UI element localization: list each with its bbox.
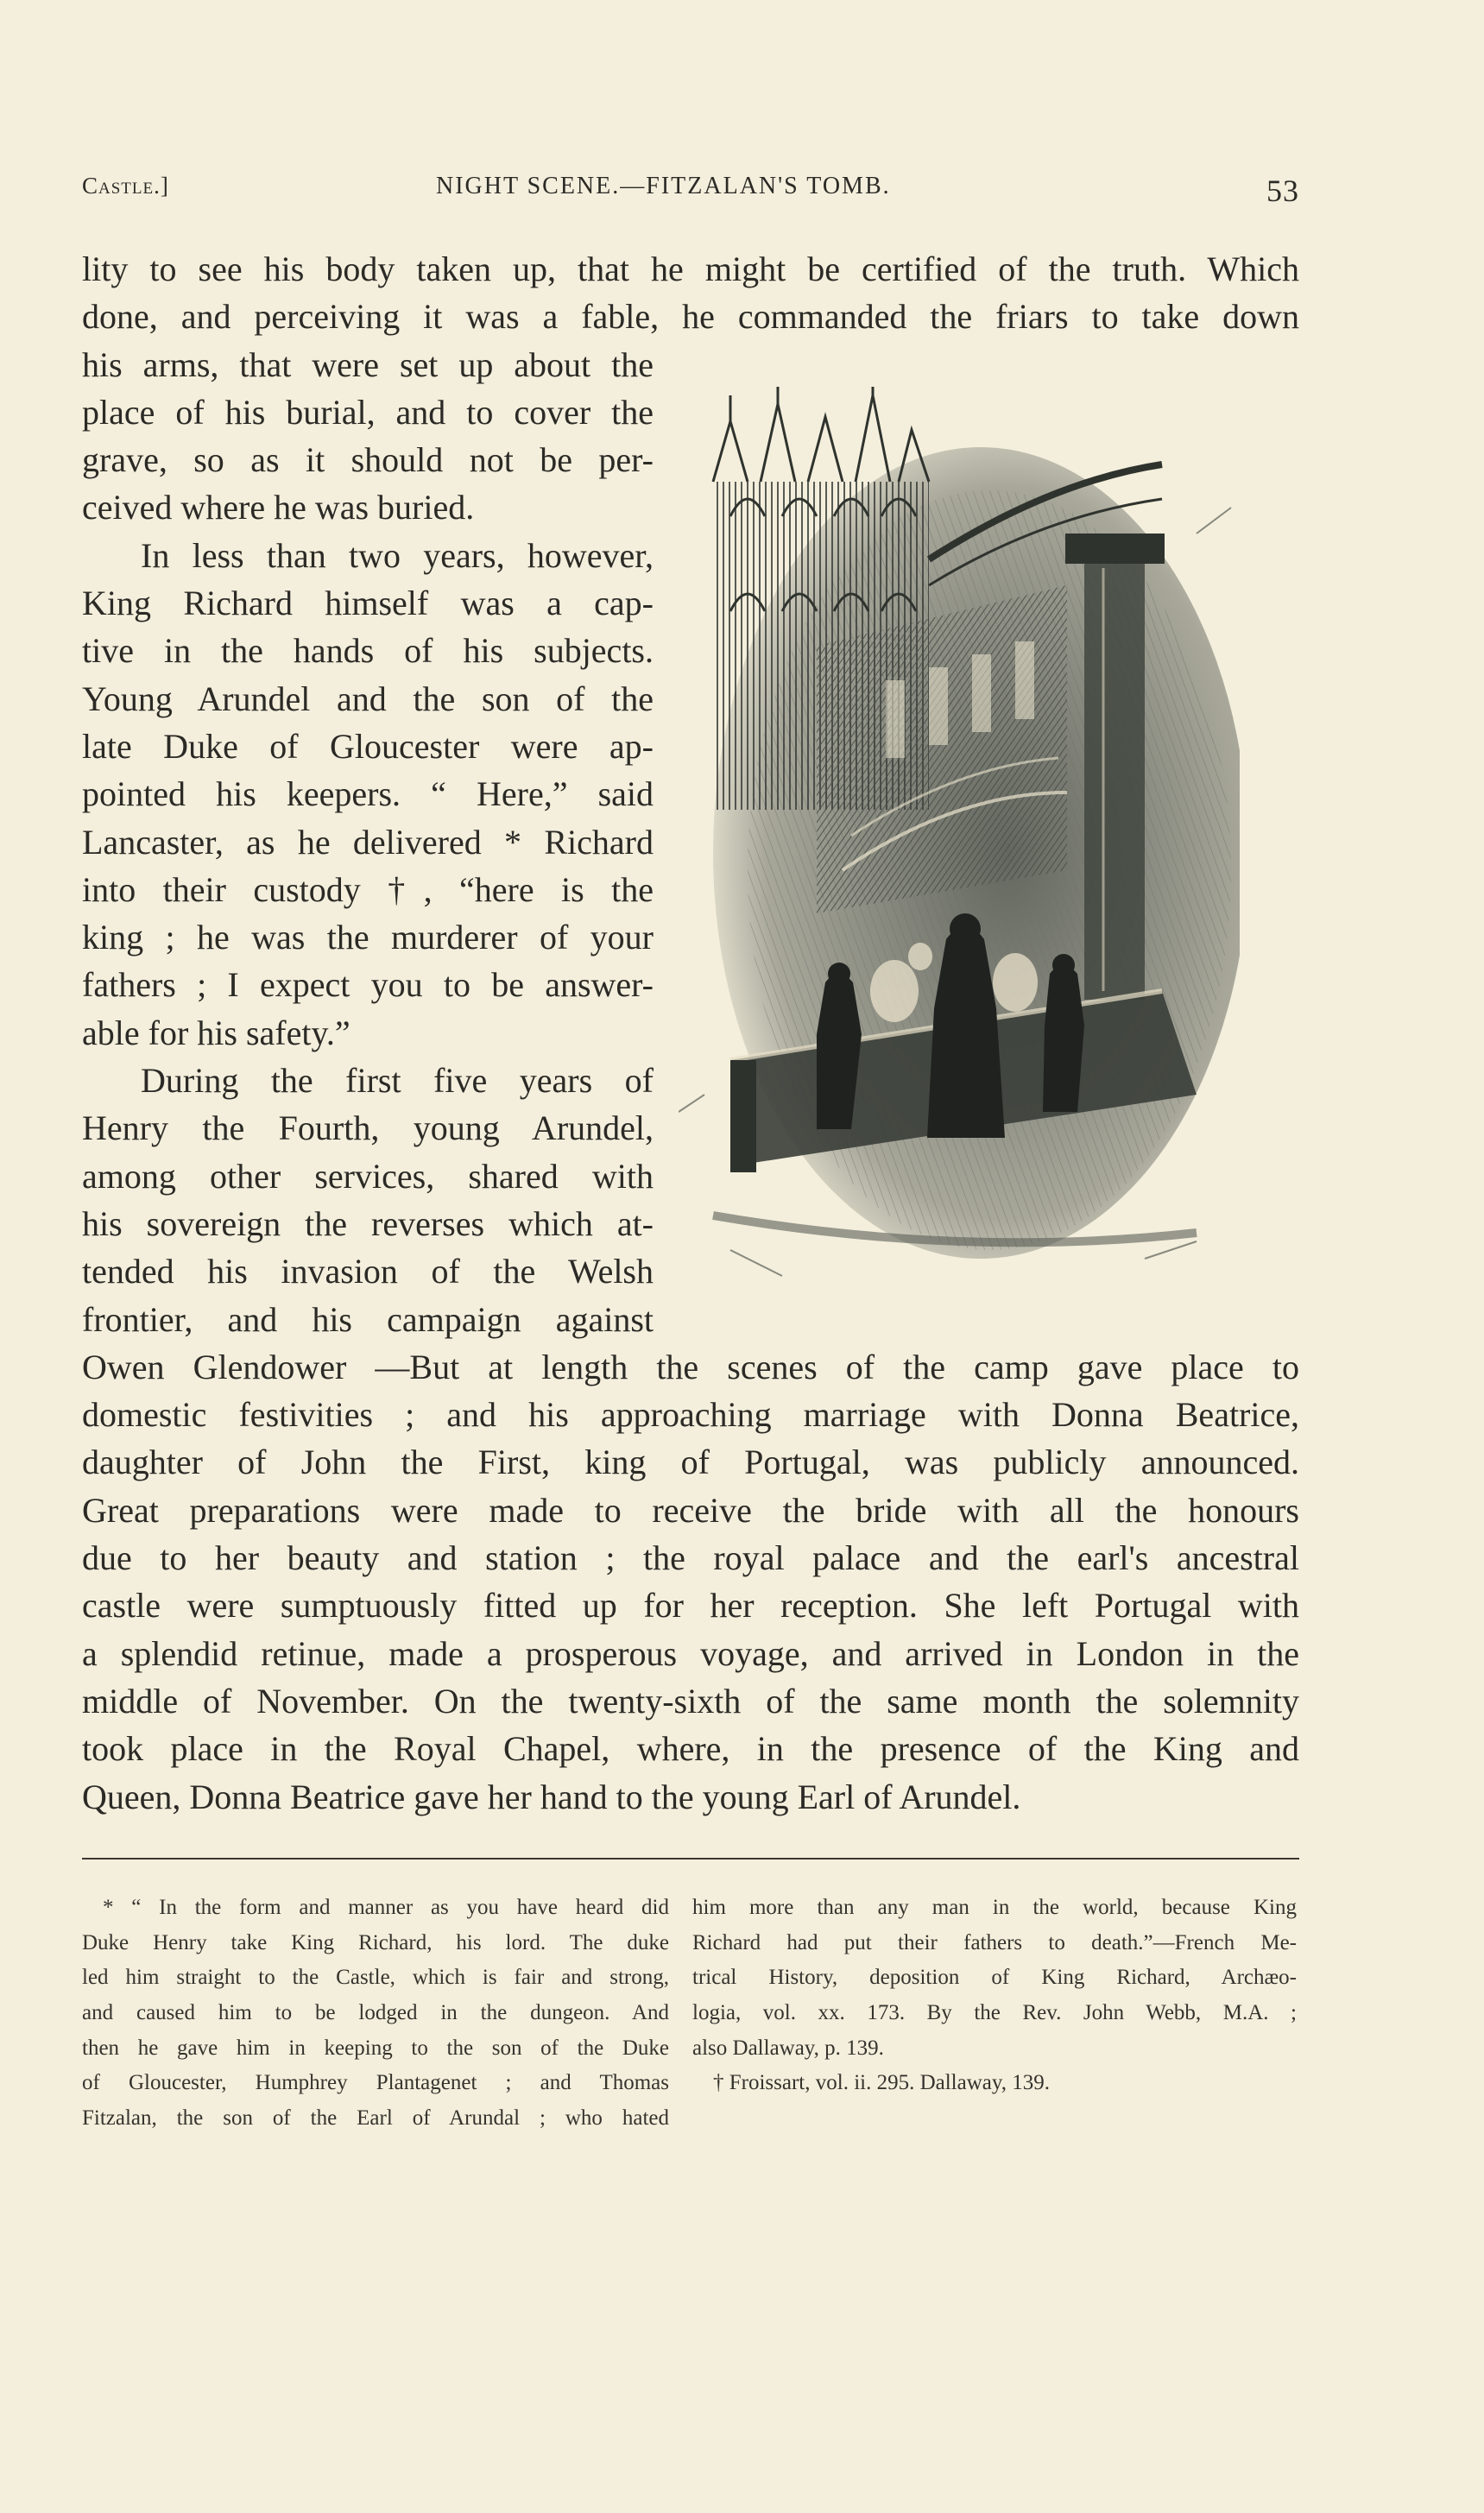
footnote-column-left [82,1891,669,2137]
gothic-tomb-engraving-icon [679,387,1240,1302]
running-head-section: Castle.] [82,173,169,199]
text-line: Owen Glendower —But at length the scenes of the camp gave place to [82,1347,1299,1386]
text-line: During the first five years of [141,1061,654,1101]
footnote-line: * “ In the form and manner as you have heard did [103,1896,669,1919]
text-line: pointed his keepers. “ Here,” said [82,774,654,814]
footnote-line: † Froissart, vol. ii. 295. Dallaway, 139. [713,2071,1051,2095]
text-line: Great preparations were made to receive the bride with all the honours [82,1490,1299,1530]
text-line: into their custody †, “here is the [82,869,654,909]
footnote-line: logia, vol. xx. 173. By the Rev. John Webb, M.A. ; [692,2001,1297,2025]
text-line: castle were sumptuously fitted up for her reception. She left Portugal with [82,1586,1299,1626]
footnote-rule [82,1858,1299,1859]
text-line: domestic festivities ; and his approaching marriage with Donna Beatrice, [82,1395,1299,1435]
page-number: 53 [1266,174,1299,208]
footnote-column-right [692,1891,1297,2101]
text-line: tive in the hands of his subjects. [82,631,654,671]
text-line: grave, so as it should not be per- [82,440,654,480]
text-line: done, and perceiving it was a fable, he commanded the friars to take down [82,297,1299,337]
footnote-line: and caused him to be lodged in the dungeon. And [82,2001,669,2025]
text-line: Henry the Fourth, young Arundel, [82,1108,654,1148]
text-line: Lancaster, as he delivered * Richard [82,822,654,862]
text-line: due to her beauty and station ; the royal palace and the earl's ancestral [82,1538,1299,1578]
text-line: able for his safety.” [82,1013,350,1052]
text-line: took place in the Royal Chapel, where, in the presence of the King and [82,1729,1299,1769]
text-line: a splendid retinue, made a prosperous voyage, and arrived in London in the [82,1633,1299,1673]
text-line: King Richard himself was a cap- [82,584,654,623]
footnote-line: Richard had put their fathers to death.”—French Me- [692,1930,1297,1954]
footnote-line: Fitzalan, the son of the Earl of Arundal ; who hated [82,2106,669,2131]
footnote-line: then he gave him in keeping to the son of the Duke [82,2036,669,2060]
footnote-line: trical History, deposition of King Richard, Archæo- [692,1966,1297,1990]
text-line: fathers ; I expect you to be answer- [82,965,654,1005]
text-line: tended his invasion of the Welsh [82,1252,654,1291]
footnote-line: of Gloucester, Humphrey Plantagenet ; and Thomas [82,2071,669,2095]
text-line: among other services, shared with [82,1156,654,1196]
footnote-line: also Dallaway, p. 139. [692,2036,884,2060]
running-head-title: NIGHT SCENE.—FITZALAN'S TOMB. [436,173,891,199]
footnote-line: led him straight to the Castle, which is fair and strong, [82,1966,669,1990]
text-line: lity to see his body taken up, that he might be certified of the truth. Which [82,249,1299,288]
text-line: late Duke of Gloucester were ap- [82,726,654,766]
text-line: In less than two years, however, [141,535,654,575]
running-head [82,169,1299,207]
tomb-illustration [679,387,1240,1302]
text-line: Queen, Donna Beatrice gave her hand to the young Earl of Arundel. [82,1777,1021,1816]
text-line: daughter of John the First, king of Portugal, was publicly announced. [82,1443,1299,1482]
text-line: king ; he was the murderer of your [82,918,654,957]
text-line: his sovereign the reverses which at- [82,1203,654,1243]
text-line: middle of November. On the twenty-sixth of the same month the solemnity [82,1681,1299,1721]
footnote-line: Duke Henry take King Richard, his lord. The duke [82,1930,669,1954]
text-line: place of his burial, and to cover the [82,392,654,432]
text-line: ceived where he was buried. [82,488,475,527]
text-line: his arms, that were set up about the [82,344,654,384]
text-line: frontier, and his campaign against [82,1299,654,1339]
text-line: Young Arundel and the son of the [82,679,654,718]
footnote-line: him more than any man in the world, because King [692,1896,1297,1919]
